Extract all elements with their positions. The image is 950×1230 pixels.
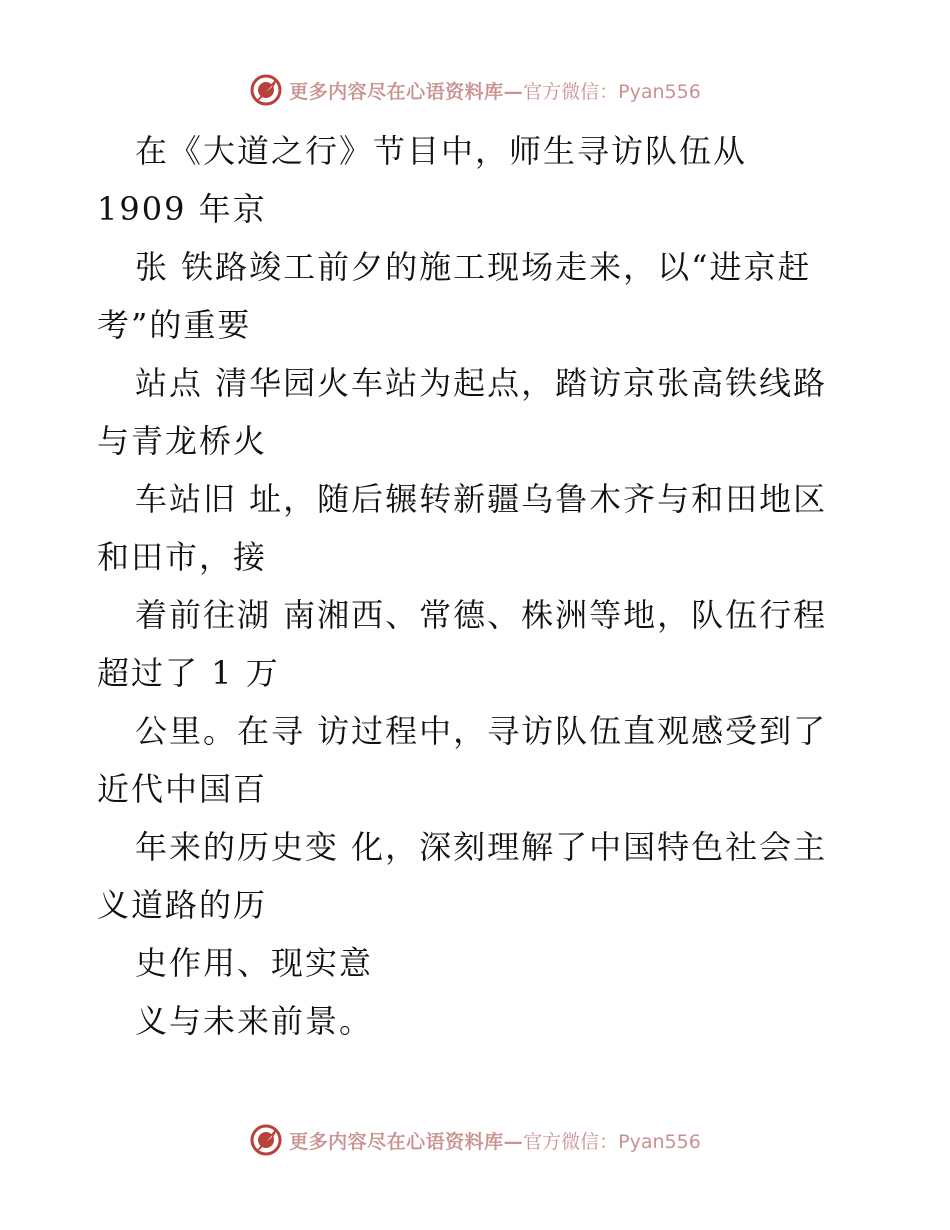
paragraph: 义与未来前景。 [135,1002,374,1040]
document-body [97,122,837,1050]
paragraph: 站点 清华园火车站为起点，踏访京张高铁线路与青龙桥火 [97,364,828,460]
paragraph: 张 铁路竣工前夕的施工现场走来，以“进京赶考”的重要 [97,248,812,344]
paragraph: 着前往湖 南湘西、常德、株洲等地，队伍行程超过了 1 万 [97,596,828,692]
paragraph: 在《大道之行》节目中，师生寻访队伍从 1909 年京 [97,132,748,228]
header-banner [0,70,950,110]
banner-sub-text: 官方微信：Pyan556 [523,1130,701,1153]
quill-logo-icon [249,1123,283,1157]
footer-banner [0,1120,950,1160]
paragraph: 车站旧 址，随后辗转新疆乌鲁木齐与和田地区和田市，接 [97,480,828,576]
paragraph: 年来的历史变 化，深刻理解了中国特色社会主义道路的历 [97,828,828,924]
banner-main-text: 更多内容尽在心语资料库— [289,80,524,103]
paragraph: 史作用、现实意 [135,944,374,982]
quill-logo-icon [249,73,283,107]
banner-main-text: 更多内容尽在心语资料库— [289,1130,524,1153]
paragraph: 公里。在寻 访过程中，寻访队伍直观感受到了近代中国百 [97,712,828,808]
banner-sub-text: 官方微信：Pyan556 [523,80,701,103]
